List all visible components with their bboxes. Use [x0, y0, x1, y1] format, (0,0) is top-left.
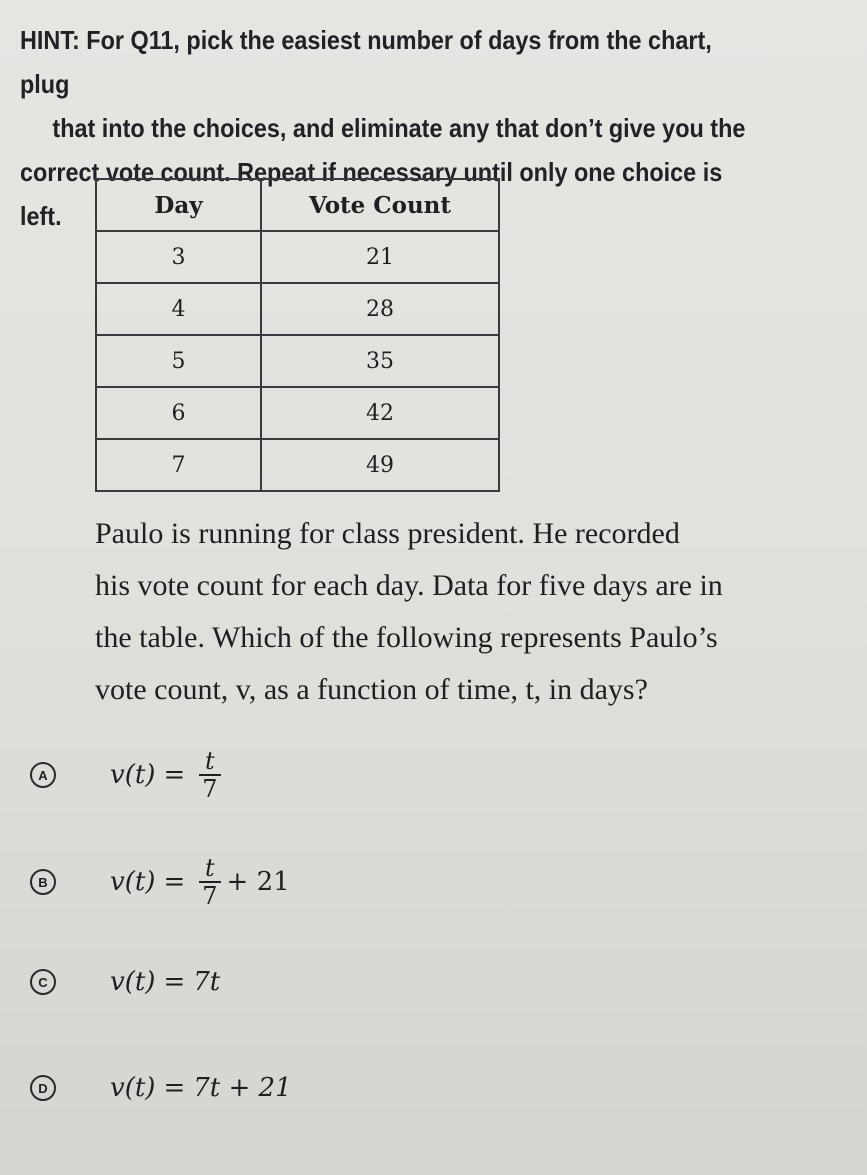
question-line-4: vote count, v, as a function of time, t, in days? [95, 673, 648, 706]
hint-line-1: HINT: For Q11, pick the easiest number of days from the chart, plug [20, 25, 712, 99]
choice-a[interactable] [30, 748, 227, 802]
table-header-row [96, 179, 499, 231]
function-lhs: v(t) [110, 760, 156, 790]
vote-table [95, 178, 500, 492]
choice-b[interactable] [30, 855, 290, 909]
day-cell: 3 [96, 231, 261, 283]
table-row [96, 335, 499, 387]
choice-c[interactable] [30, 967, 220, 997]
day-cell: 7 [96, 439, 261, 491]
function-lhs: v(t) [110, 1073, 156, 1103]
column-header-vote-count: Vote Count [261, 179, 499, 231]
answer-bubble-c[interactable]: C [30, 969, 56, 995]
choice-a-equation [110, 748, 227, 802]
numerator: t [205, 854, 215, 882]
answer-bubble-a[interactable]: A [30, 762, 56, 788]
equals-sign: = [163, 967, 186, 997]
day-cell: 4 [96, 283, 261, 335]
choice-d[interactable] [30, 1073, 292, 1103]
vote-count-cell: 42 [261, 387, 499, 439]
denominator: 7 [199, 774, 220, 802]
question-line-1: Paulo is running for class president. He recorded [95, 517, 680, 550]
choice-c-equation [110, 967, 220, 997]
denominator: 7 [199, 881, 220, 909]
numerator: t [205, 747, 215, 775]
question-text [95, 508, 860, 716]
table-row [96, 387, 499, 439]
fraction [199, 855, 220, 909]
vote-count-cell: 28 [261, 283, 499, 335]
table-row [96, 231, 499, 283]
question-line-2: his vote count for each day. Data for five days are in [95, 569, 723, 602]
function-rhs: 7t [193, 967, 221, 997]
hint-line-2: that into the choices, and eliminate any that don’t give you the [52, 113, 746, 143]
hint-line-3: correct vote count. Repeat if necessary until only one choice is left. [20, 157, 723, 231]
function-lhs: v(t) [110, 967, 156, 997]
choice-d-equation [110, 1073, 292, 1103]
equals-sign: = [163, 867, 186, 897]
equals-sign: = [163, 1073, 186, 1103]
choice-b-equation [110, 855, 290, 909]
day-cell: 6 [96, 387, 261, 439]
vote-count-cell: 21 [261, 231, 499, 283]
table-row [96, 439, 499, 491]
column-header-day: Day [96, 179, 261, 231]
function-rhs: 7t + 21 [193, 1073, 292, 1103]
table-row [96, 283, 499, 335]
vote-count-cell: 49 [261, 439, 499, 491]
constant-term: + 21 [226, 867, 290, 897]
answer-bubble-d[interactable]: D [30, 1075, 56, 1101]
vote-count-cell: 35 [261, 335, 499, 387]
question-line-3: the table. Which of the following represents Paulo’s [95, 621, 718, 654]
equals-sign: = [163, 760, 186, 790]
answer-bubble-b[interactable]: B [30, 869, 56, 895]
fraction [199, 748, 220, 802]
function-lhs: v(t) [110, 867, 156, 897]
day-cell: 5 [96, 335, 261, 387]
